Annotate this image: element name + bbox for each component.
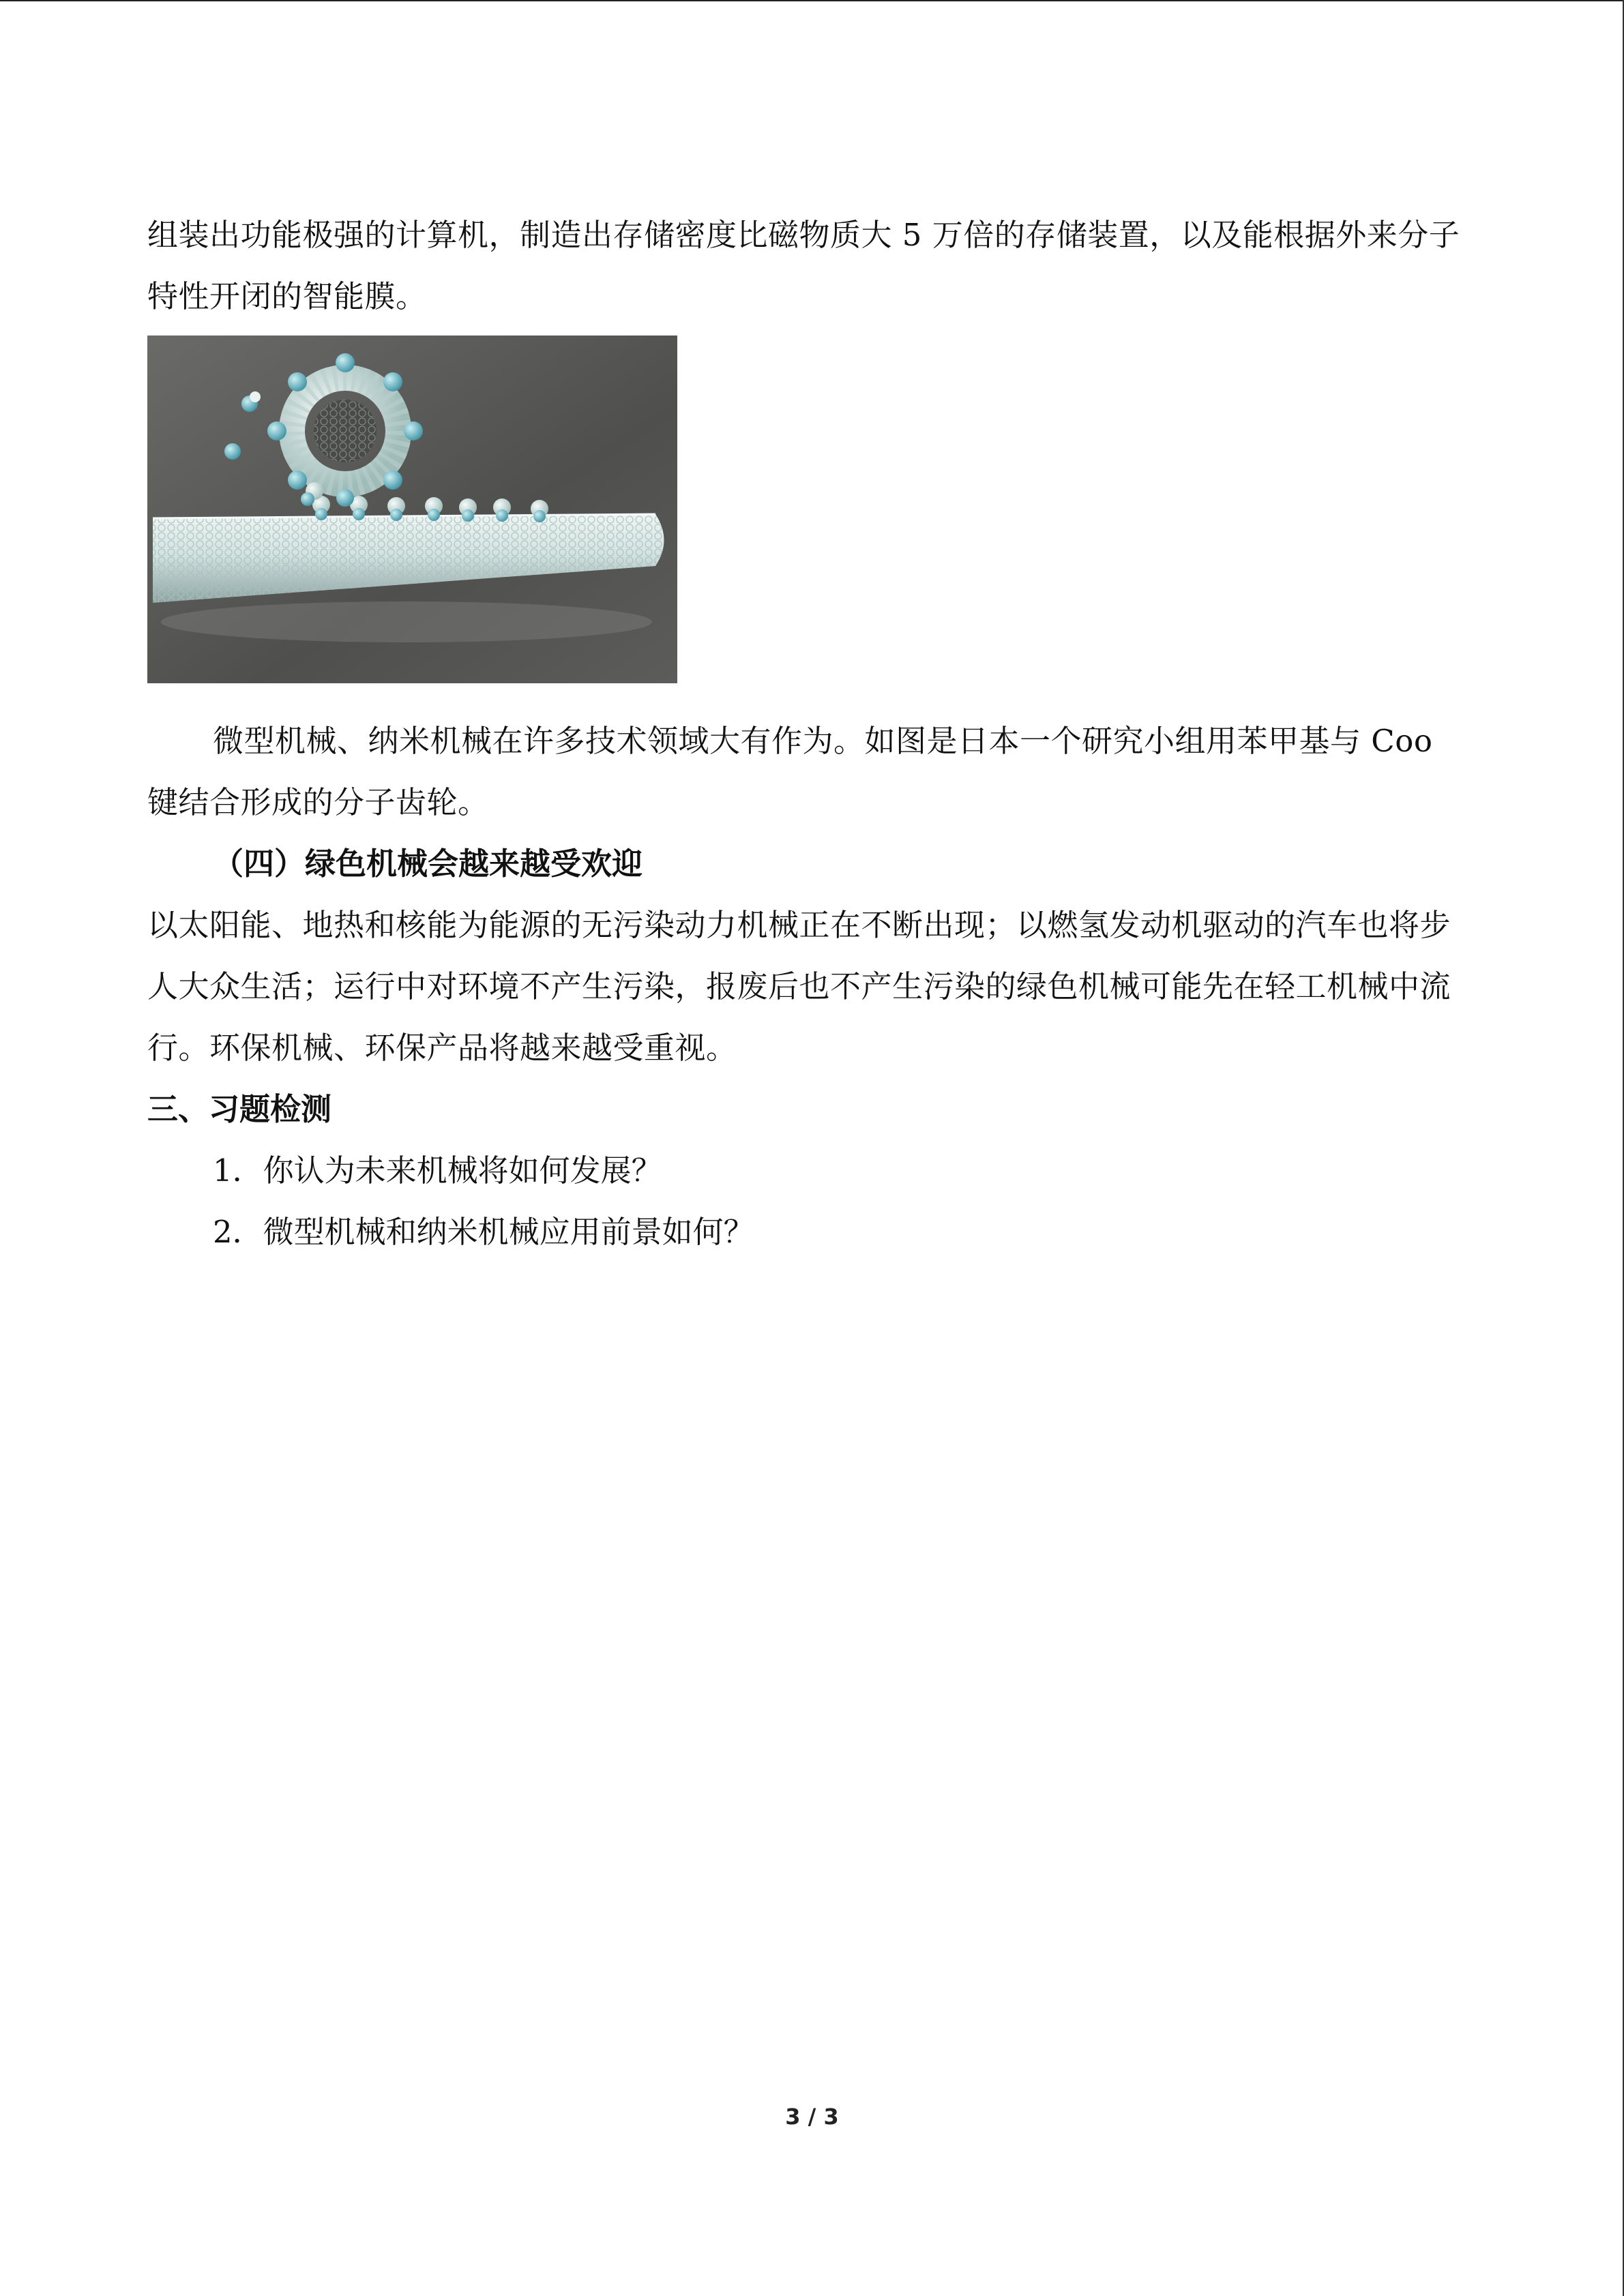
document-body (147, 205, 1464, 1263)
section-title-exercises: 三、习题检测 (147, 1091, 332, 1127)
molecular-gear-figure (147, 336, 677, 683)
subheading-green-machines: （四）绿色机械会越来越受欢迎 (213, 846, 643, 882)
page-number: 3 / 3 (785, 2104, 839, 2130)
question-item: 2．微型机械和纳米机械应用前景如何？ (213, 1214, 754, 1250)
page-top-border (0, 0, 1624, 1)
question-item: 1．你认为未来机械将如何发展？ (213, 1152, 662, 1189)
paragraph-micro-machines: 微型机械、纳米机械在许多技术领域大有作为。如图是日本一个研究小组用苯甲基与 Coo 键结合形成的分子齿轮。 (147, 723, 1433, 820)
molecular-gear-image (147, 336, 677, 683)
paragraph-computing: 组装出功能极强的计算机，制造出存储密度比磁物质大 5 万倍的存储装置，以及能根据外来分子特性开闭的智能膜。 (147, 217, 1460, 314)
paragraph-green-machines: 以太阳能、地热和核能为能源的无污染动力机械正在不断出现；以燃氢发动机驱动的汽车也将步人大众生活；运行中对环境不产生污染，报废后也不产生污染的绿色机械可能先在轻工机械中流行。环保机械、环保产品将越来越受重视。 (147, 907, 1451, 1066)
